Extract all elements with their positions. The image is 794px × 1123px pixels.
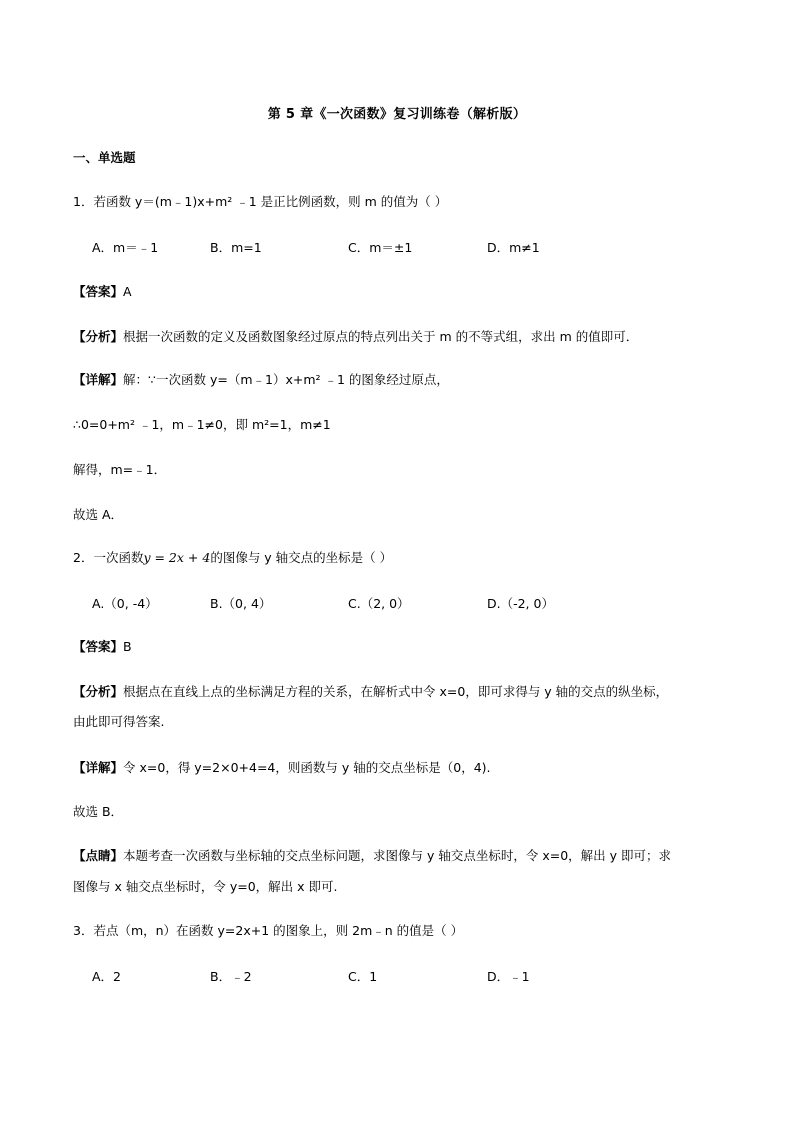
question-2-analysis-line-2: 由此即可得答案. <box>73 714 165 729</box>
question-2-answer <box>73 638 723 656</box>
question-2-formula: y = 2x + 4 <box>143 550 211 565</box>
question-2-analysis <box>73 683 723 701</box>
option-d: D．﹣1 <box>487 969 530 984</box>
option-c: C．m＝±1 <box>348 240 413 255</box>
question-3-options <box>92 967 692 985</box>
question-3-stem: 3．若点（m，n）在函数 y=2x+1 的图象上，则 2m﹣n 的值是（ ） <box>73 923 464 938</box>
analysis-tag: 【分析】 <box>73 329 124 344</box>
highlight-tag: 【点睛】 <box>73 848 124 863</box>
option-c: C．1 <box>348 969 378 984</box>
detail-tag: 【详解】 <box>73 372 124 387</box>
question-2-choose: 故选 B． <box>73 804 124 819</box>
question-1-stem: 1．若函数 y＝(m﹣1)x+m² ﹣1 是正比例函数，则 m 的值为（ ） <box>73 194 448 209</box>
question-2-options <box>92 594 692 612</box>
option-b: B．m=1 <box>210 240 262 255</box>
highlight-text-line-1: 本题考查一次函数与坐标轴的交点坐标问题，求图像与 y 轴交点坐标时，令 x=0，解出 y 即可；求 <box>123 848 672 863</box>
question-1-analysis <box>73 328 723 346</box>
question-1-answer <box>73 283 723 301</box>
detail-text: 解：∵一次函数 y=（m﹣1）x+m² ﹣1 的图象经过原点， <box>123 372 449 387</box>
option-b: B．﹣2 <box>210 969 252 984</box>
question-2-detail <box>73 759 723 777</box>
question-1-detail <box>73 371 723 389</box>
answer-value: A <box>123 284 132 299</box>
document-title: 第 5 章《一次函数》复习训练卷（解析版） <box>267 107 527 122</box>
analysis-tag: 【分析】 <box>73 684 124 699</box>
detail-text: 令 x=0，得 y=2×0+4=4，则函数与 y 轴的交点坐标是（0，4). <box>123 760 491 775</box>
analysis-text: 根据一次函数的定义及函数图象经过原点的特点列出关于 m 的不等式组，求出 m 的值即可． <box>123 329 639 344</box>
option-d: D．m≠1 <box>487 240 540 255</box>
answer-value: B <box>123 639 132 654</box>
section-heading: 一、单选题 <box>73 150 136 165</box>
option-d: D.（-2, 0） <box>487 596 554 611</box>
answer-tag: 【答案】 <box>73 284 124 299</box>
question-1-options <box>92 238 692 256</box>
option-a: A．2 <box>92 969 122 984</box>
question-2-highlight <box>73 847 723 865</box>
option-c: C.（2, 0） <box>348 596 410 611</box>
question-2-stem-pre: 2．一次函数 <box>73 550 144 565</box>
question-2-stem-post: 的图像与 y 轴交点的坐标是（ ） <box>210 550 393 565</box>
option-a: A.（0, -4） <box>92 596 158 611</box>
question-1-step-2: 解得，m=﹣1． <box>73 462 167 477</box>
question-2-highlight-line-2: 图像与 x 轴交点坐标时，令 y=0，解出 x 即可. <box>73 879 338 894</box>
option-b: B.（0, 4） <box>210 596 272 611</box>
question-1-step-1: ∴0=0+m² ﹣1，m﹣1≠0，即 m²=1，m≠1 <box>73 417 331 432</box>
detail-tag: 【详解】 <box>73 760 124 775</box>
question-2-stem <box>73 549 723 567</box>
analysis-text-line-1: 根据点在直线上点的坐标满足方程的关系，在解析式中令 x=0，即可求得与 y 轴的交点的纵坐标， <box>123 684 669 699</box>
option-a: A．m＝﹣1 <box>92 240 159 255</box>
answer-tag: 【答案】 <box>73 639 124 654</box>
question-1-choose: 故选 A． <box>73 507 124 522</box>
